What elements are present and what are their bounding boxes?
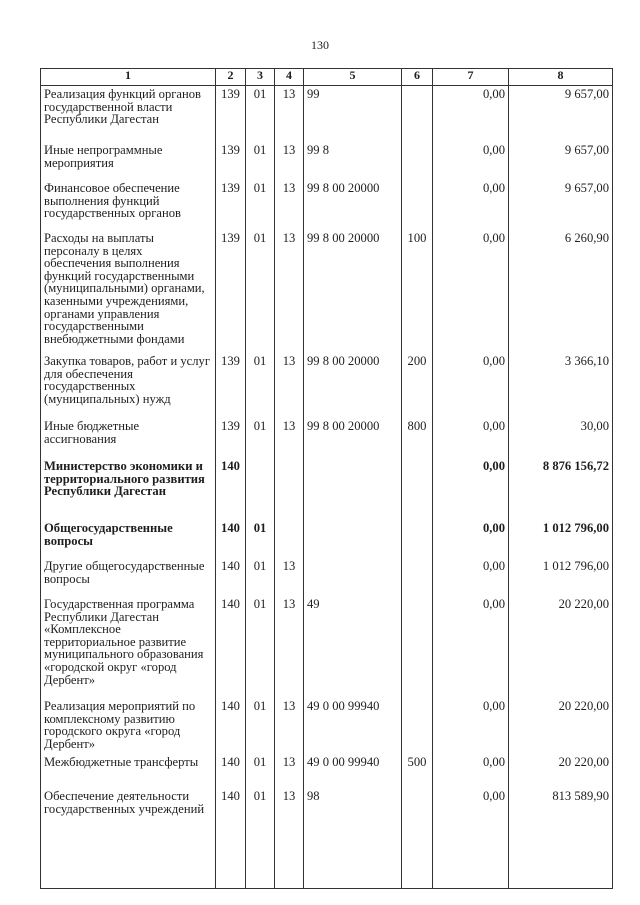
cell-v8: 8 876 156,72 xyxy=(509,458,613,520)
cell-csr: 49 xyxy=(304,596,402,698)
header-cell: 7 xyxy=(433,69,509,86)
cell-v7: 0,00 xyxy=(433,142,509,180)
cell-rz: 01 xyxy=(246,558,275,596)
cell-name: Закупка товаров, работ и услуг для обеспечения государственных (муниципальных) нужд xyxy=(41,353,216,418)
cell-name: Государственная программа Республики Дагестан «Комплексное территориальное развитие муниципального образования «городской округ «город Дербент» xyxy=(41,596,216,698)
cell-v8: 20 220,00 xyxy=(509,596,613,698)
cell-v8: 9 657,00 xyxy=(509,142,613,180)
cell-csr: 99 8 00 20000 xyxy=(304,418,402,458)
cell-v7: 0,00 xyxy=(433,353,509,418)
cell-v8: 9 657,00 xyxy=(509,180,613,230)
cell-rz: 01 xyxy=(246,86,275,143)
cell-csr: 99 8 00 20000 xyxy=(304,230,402,353)
cell-rz: 01 xyxy=(246,788,275,858)
cell-pr: 13 xyxy=(275,353,304,418)
cell-pr: 13 xyxy=(275,698,304,754)
cell-rz: 01 xyxy=(246,418,275,458)
cell-v7: 0,00 xyxy=(433,458,509,520)
cell-v8: 1 012 796,00 xyxy=(509,558,613,596)
cell-csr xyxy=(304,558,402,596)
header-cell: 6 xyxy=(402,69,433,86)
cell-csr: 98 xyxy=(304,788,402,858)
empty-cell xyxy=(246,858,275,889)
table-row xyxy=(41,230,613,353)
table-row xyxy=(41,520,613,558)
table-row xyxy=(41,558,613,596)
table-row xyxy=(41,596,613,698)
cell-v8: 1 012 796,00 xyxy=(509,520,613,558)
cell-grbs: 140 xyxy=(216,698,246,754)
empty-cell xyxy=(41,858,216,889)
cell-v7: 0,00 xyxy=(433,418,509,458)
cell-pr: 13 xyxy=(275,558,304,596)
table-row xyxy=(41,418,613,458)
header-cell: 8 xyxy=(509,69,613,86)
cell-rz: 01 xyxy=(246,230,275,353)
table-row xyxy=(41,180,613,230)
header-cell: 5 xyxy=(304,69,402,86)
cell-grbs: 139 xyxy=(216,86,246,143)
cell-pr: 13 xyxy=(275,180,304,230)
cell-name: Финансовое обеспечение выполнения функций государственных органов xyxy=(41,180,216,230)
cell-rz: 01 xyxy=(246,596,275,698)
header-cell: 3 xyxy=(246,69,275,86)
cell-v7: 0,00 xyxy=(433,520,509,558)
empty-cell xyxy=(402,858,433,889)
cell-v8: 813 589,90 xyxy=(509,788,613,858)
cell-v7: 0,00 xyxy=(433,754,509,788)
cell-grbs: 140 xyxy=(216,458,246,520)
cell-vr xyxy=(402,596,433,698)
page-number: 130 xyxy=(311,38,329,52)
cell-v7: 0,00 xyxy=(433,86,509,143)
cell-rz: 01 xyxy=(246,520,275,558)
empty-cell xyxy=(216,858,246,889)
cell-pr: 13 xyxy=(275,788,304,858)
cell-name: Иные бюджетные ассигнования xyxy=(41,418,216,458)
cell-vr: 100 xyxy=(402,230,433,353)
cell-grbs: 140 xyxy=(216,558,246,596)
cell-vr xyxy=(402,458,433,520)
cell-rz: 01 xyxy=(246,754,275,788)
cell-csr xyxy=(304,520,402,558)
cell-name: Межбюджетные трансферты xyxy=(41,754,216,788)
cell-csr: 99 8 00 20000 xyxy=(304,180,402,230)
cell-pr: 13 xyxy=(275,754,304,788)
table-row xyxy=(41,86,613,143)
cell-grbs: 139 xyxy=(216,180,246,230)
cell-pr: 13 xyxy=(275,86,304,143)
cell-v7: 0,00 xyxy=(433,698,509,754)
header-row xyxy=(41,69,613,86)
table-row xyxy=(41,353,613,418)
cell-csr: 99 8 xyxy=(304,142,402,180)
cell-grbs: 139 xyxy=(216,418,246,458)
cell-vr xyxy=(402,698,433,754)
cell-name: Обеспечение деятельности государственных учреждений xyxy=(41,788,216,858)
table-row xyxy=(41,754,613,788)
cell-grbs: 139 xyxy=(216,230,246,353)
cell-v8: 9 657,00 xyxy=(509,86,613,143)
cell-v7: 0,00 xyxy=(433,596,509,698)
cell-grbs: 140 xyxy=(216,520,246,558)
cell-v7: 0,00 xyxy=(433,788,509,858)
cell-vr xyxy=(402,86,433,143)
table-row xyxy=(41,788,613,858)
cell-pr: 13 xyxy=(275,142,304,180)
cell-name: Реализация мероприятий по комплексному развитию городского округа «город Дербент» xyxy=(41,698,216,754)
cell-csr: 99 xyxy=(304,86,402,143)
cell-vr xyxy=(402,558,433,596)
cell-vr: 800 xyxy=(402,418,433,458)
cell-rz: 01 xyxy=(246,698,275,754)
cell-csr: 49 0 00 99940 xyxy=(304,754,402,788)
cell-name: Расходы на выплаты персоналу в целях обеспечения выполнения функций государственными (муниципальными) органами, казенными учреждениями, органами управления государственными внебюджетными фондами xyxy=(41,230,216,353)
empty-cell xyxy=(433,858,509,889)
cell-v8: 20 220,00 xyxy=(509,698,613,754)
cell-grbs: 140 xyxy=(216,596,246,698)
cell-name: Реализация функций органов государственной власти Республики Дагестан xyxy=(41,86,216,143)
cell-v8: 3 366,10 xyxy=(509,353,613,418)
cell-vr: 200 xyxy=(402,353,433,418)
empty-cell xyxy=(304,858,402,889)
cell-v8: 30,00 xyxy=(509,418,613,458)
cell-pr: 13 xyxy=(275,418,304,458)
cell-pr xyxy=(275,458,304,520)
cell-vr xyxy=(402,180,433,230)
cell-grbs: 139 xyxy=(216,142,246,180)
cell-vr xyxy=(402,142,433,180)
cell-name: Министерство экономики и территориального развития Республики Дагестан xyxy=(41,458,216,520)
table-row xyxy=(41,142,613,180)
header-cell: 1 xyxy=(41,69,216,86)
table-row xyxy=(41,698,613,754)
cell-v7: 0,00 xyxy=(433,558,509,596)
cell-csr: 49 0 00 99940 xyxy=(304,698,402,754)
empty-cell xyxy=(509,858,613,889)
cell-name: Общегосударственные вопросы xyxy=(41,520,216,558)
table-row xyxy=(41,458,613,520)
table-bottom-row xyxy=(41,858,613,889)
cell-rz xyxy=(246,458,275,520)
cell-v7: 0,00 xyxy=(433,230,509,353)
cell-vr: 500 xyxy=(402,754,433,788)
cell-rz: 01 xyxy=(246,180,275,230)
cell-vr xyxy=(402,788,433,858)
cell-name: Другие общегосударственные вопросы xyxy=(41,558,216,596)
cell-vr xyxy=(402,520,433,558)
cell-grbs: 140 xyxy=(216,754,246,788)
cell-rz: 01 xyxy=(246,353,275,418)
cell-v8: 6 260,90 xyxy=(509,230,613,353)
cell-csr xyxy=(304,458,402,520)
cell-pr: 13 xyxy=(275,596,304,698)
cell-v8: 20 220,00 xyxy=(509,754,613,788)
cell-rz: 01 xyxy=(246,142,275,180)
empty-cell xyxy=(275,858,304,889)
cell-pr xyxy=(275,520,304,558)
cell-grbs: 140 xyxy=(216,788,246,858)
header-cell: 4 xyxy=(275,69,304,86)
cell-grbs: 139 xyxy=(216,353,246,418)
budget-table xyxy=(40,68,613,889)
header-cell: 2 xyxy=(216,69,246,86)
cell-csr: 99 8 00 20000 xyxy=(304,353,402,418)
cell-pr: 13 xyxy=(275,230,304,353)
cell-name: Иные непрограммные мероприятия xyxy=(41,142,216,180)
cell-v7: 0,00 xyxy=(433,180,509,230)
